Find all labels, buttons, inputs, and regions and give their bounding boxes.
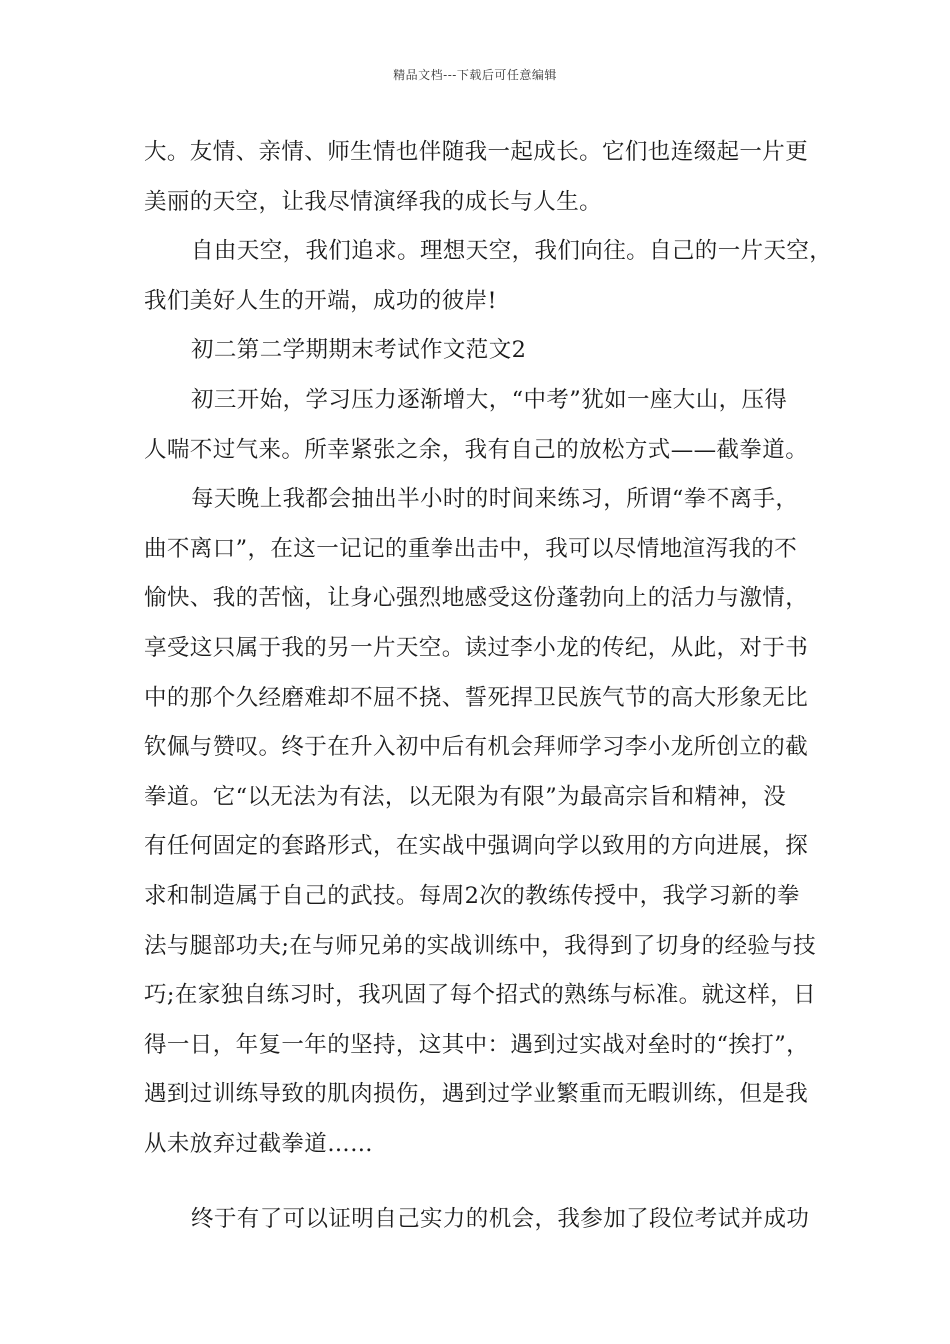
- paragraph-gap: [144, 1169, 820, 1195]
- text-line: 曲不离口”，在这一记记的重拳出击中，我可以尽情地渲泻我的不: [144, 535, 798, 562]
- text-line: 愉快、我的苦恼，让身心强烈地感受这份蓬勃向上的活力与激情，: [144, 585, 809, 612]
- text-line: 中的那个久经磨难却不屈不挠、誓死捍卫民族气节的高大形象无比: [144, 684, 809, 711]
- text-line: 从未放弃过截拳道……: [144, 1130, 374, 1157]
- document-body: [144, 128, 833, 1245]
- text-line: 求和制造属于自己的武技。每周2次的教练传授中，我学习新的拳: [144, 882, 800, 909]
- text-line: 法与腿部功夫;在与师兄弟的实战训练中，我得到了切身的经验与技: [144, 932, 817, 959]
- page-header: 精品文档---下载后可任意编辑: [393, 68, 557, 82]
- text-line: 初三开始，学习压力逐渐增大，“中考”犹如一座大山，压得: [191, 386, 788, 413]
- text-line: 我们美好人生的开端，成功的彼岸!: [144, 287, 497, 314]
- text-line: 遇到过训练导致的肌肉损伤，遇到过学业繁重而无暇训练，但是我: [144, 1081, 809, 1108]
- text-line: 美丽的天空，让我尽情演绎我的成长与人生。: [144, 188, 603, 215]
- text-line: 大。友情、亲情、师生情也伴随我一起成长。它们也连缀起一片更: [144, 139, 809, 165]
- text-line: 享受这只属于我的另一片天空。读过李小龙的传纪，从此，对于书: [144, 634, 809, 661]
- text-line: 终于有了可以证明自己实力的机会，我参加了段位考试并成功: [191, 1206, 810, 1233]
- text-line: 得一日，年复一年的坚持，这其中：遇到过实战对垒时的“挨打”，: [144, 1031, 810, 1058]
- text-line: 钦佩与赞叹。终于在升入初中后有机会拜师学习李小龙所创立的截: [144, 734, 809, 761]
- text-line: 自由天空，我们追求。理想天空，我们向往。自己的一片天空，: [191, 238, 833, 265]
- text-line: 拳道。它“以无法为有法，以无限为有限”为最高宗旨和精神，没: [144, 783, 787, 810]
- text-line: 人喘不过气来。所幸紧张之余，我有自己的放松方式——截拳道。: [144, 436, 809, 463]
- section-title: 初二第二学期期末考试作文范文2: [191, 337, 527, 364]
- text-line: 有任何固定的套路形式，在实战中强调向学以致用的方向进展，探: [144, 833, 809, 860]
- text-line: 每天晚上我都会抽出半小时的时间来练习，所谓“拳不离手，: [191, 486, 799, 513]
- text-line: 巧;在家独自练习时，我巩固了每个招式的熟练与标准。就这样，日: [144, 982, 817, 1009]
